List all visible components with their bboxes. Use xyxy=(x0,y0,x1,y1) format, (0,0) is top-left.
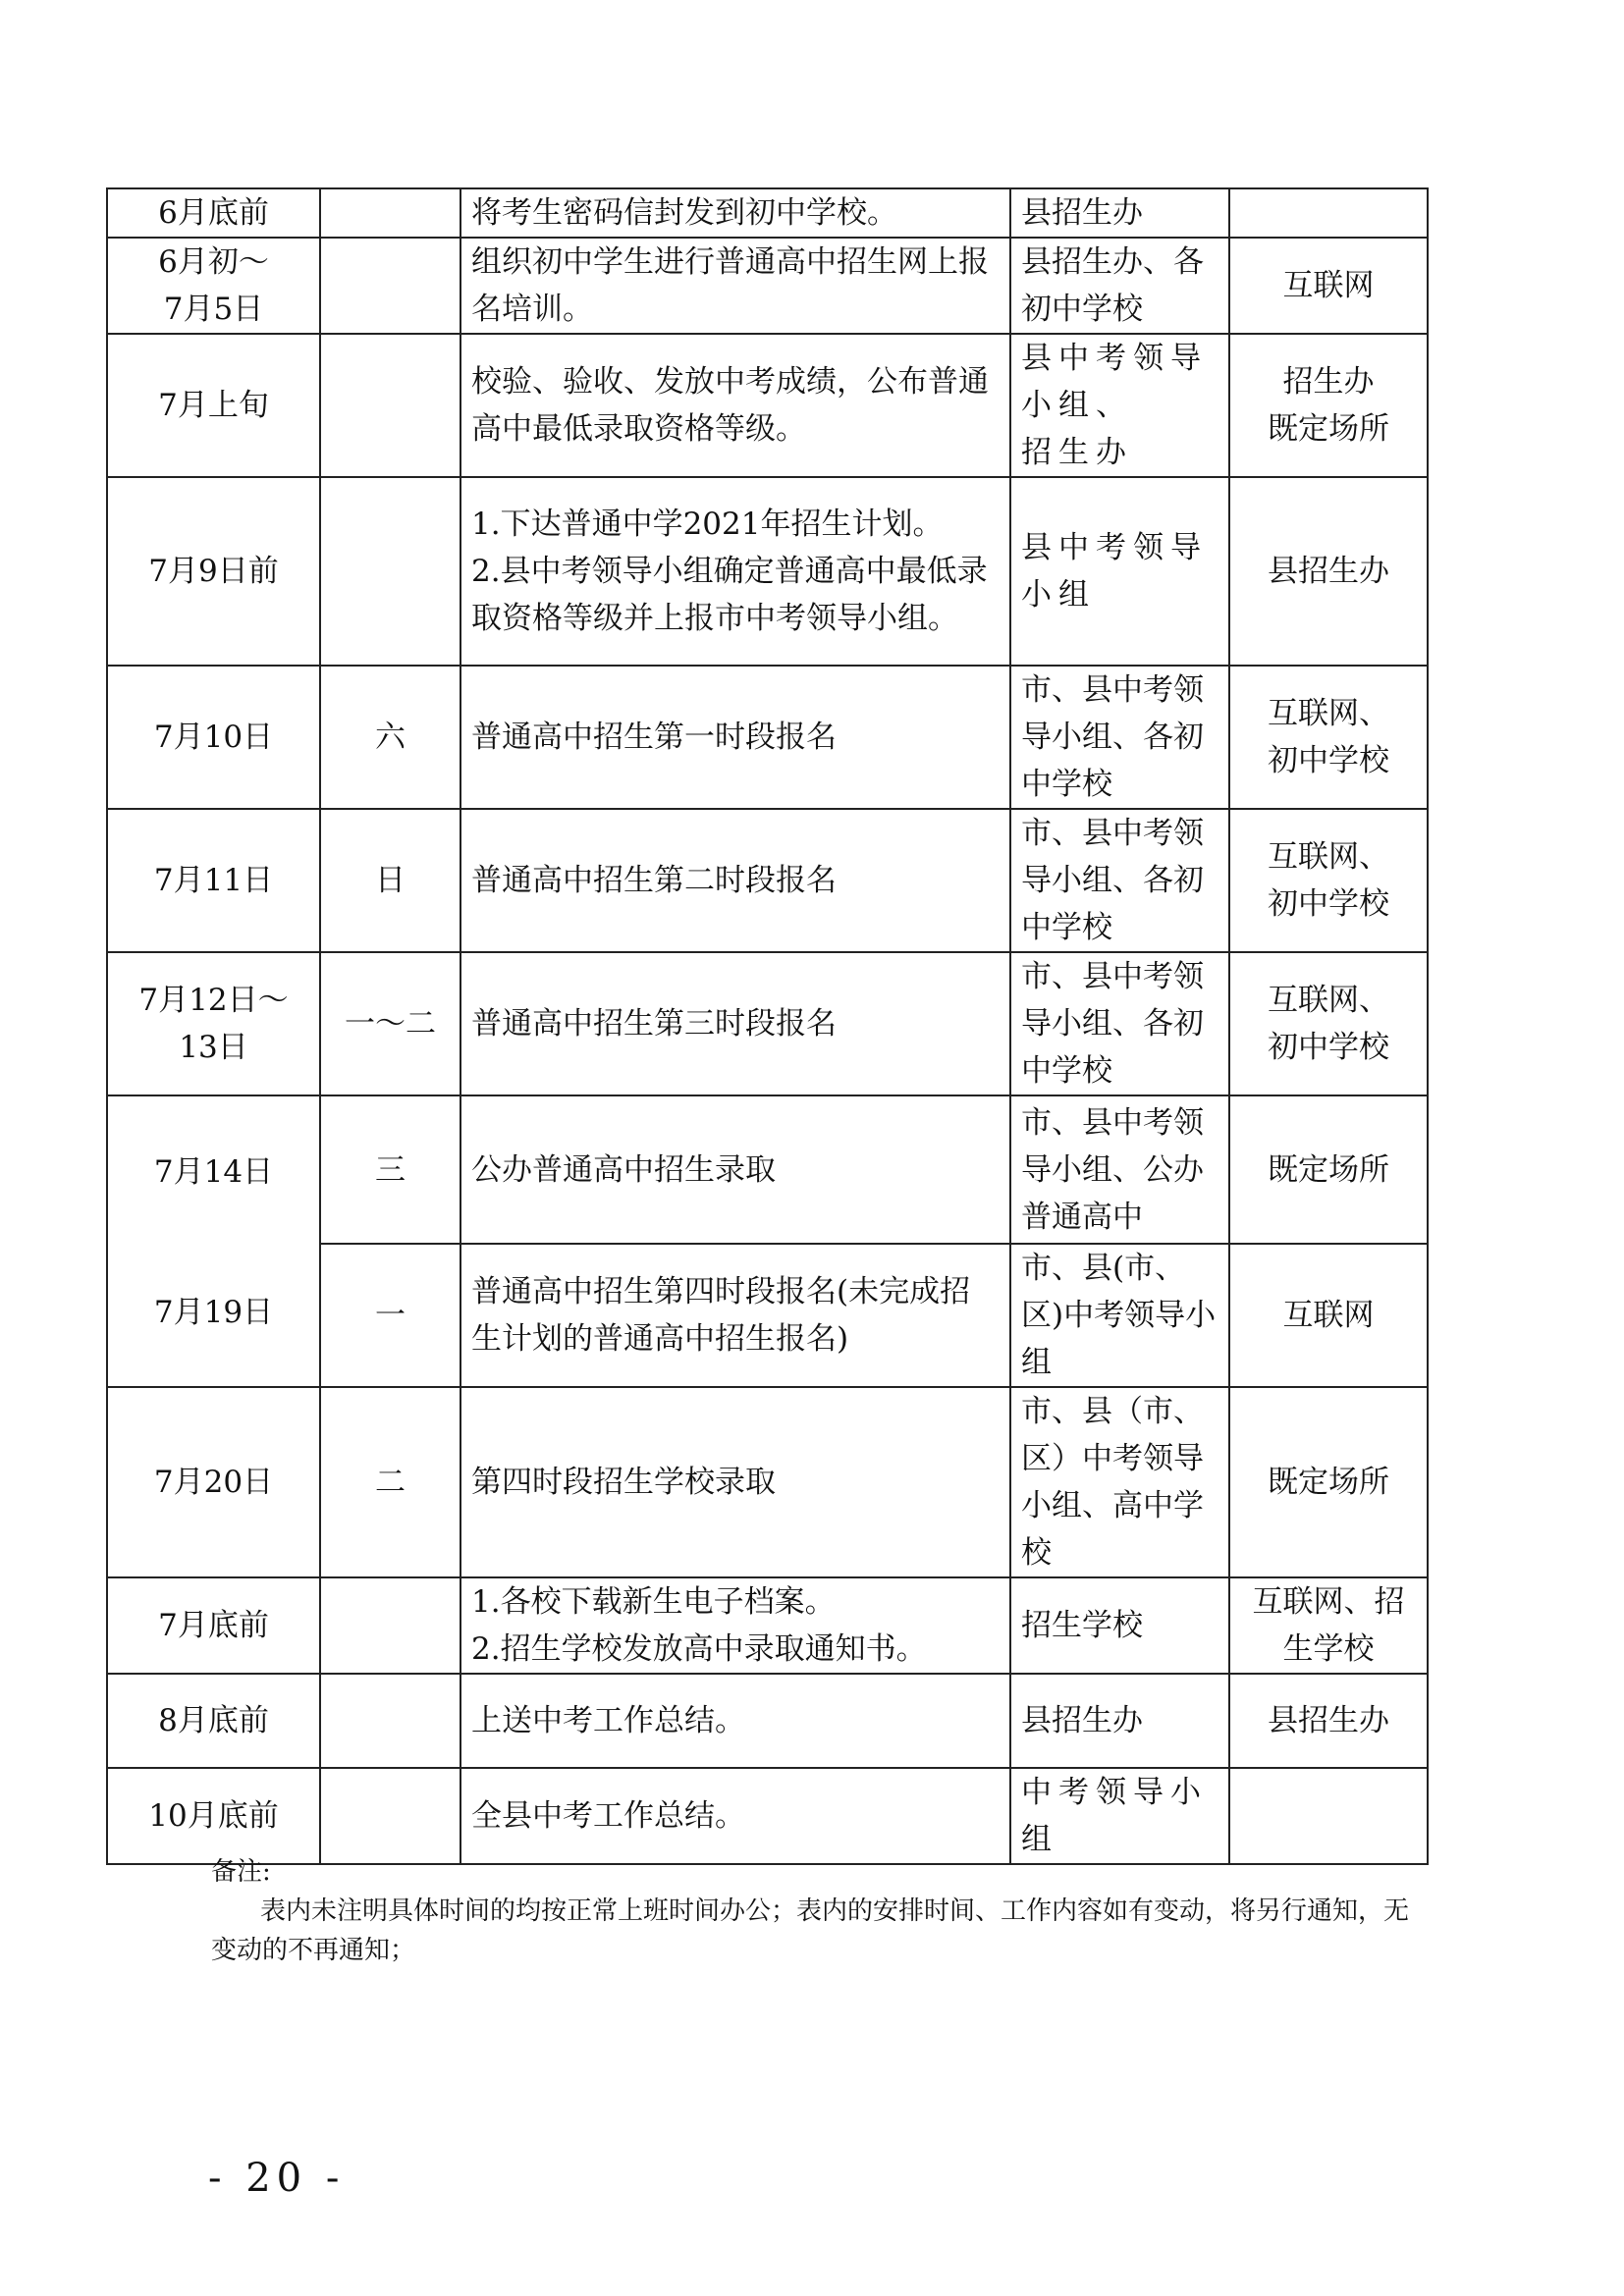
place-cell-text: 初中学校 xyxy=(1268,886,1389,922)
date-cell xyxy=(107,1387,320,1577)
schedule-body xyxy=(107,188,1428,1864)
unit-cell-text: 市、县(市、区)中考领导小组 xyxy=(1021,1251,1217,1380)
content-cell-text: 1.下达普通中学2021年招生计划。 xyxy=(471,507,944,542)
unit-cell-text: 中考领导小组 xyxy=(1021,1775,1208,1857)
place-cell xyxy=(1229,1244,1428,1387)
place-cell-text: 既定场所 xyxy=(1268,1465,1389,1500)
content-cell xyxy=(460,1674,1010,1768)
day-cell xyxy=(320,952,460,1095)
place-cell xyxy=(1229,238,1428,334)
day-cell xyxy=(320,1674,460,1768)
content-cell-text: 2.招生学校发放高中录取通知书。 xyxy=(471,1631,927,1667)
place-cell-text: 县招生办 xyxy=(1268,1703,1389,1738)
date-text: 7月20日 xyxy=(153,1465,274,1500)
content-cell xyxy=(460,1768,1010,1864)
unit-cell xyxy=(1010,238,1229,334)
table-row xyxy=(107,952,1428,1095)
content-cell-text: 组织初中学生进行普通高中招生网上报名培训。 xyxy=(471,244,989,327)
notes-body: 表内未注明具体时间的均按正常上班时间办公；表内的安排时间、工作内容如有变动，将另行通知，无变动的不再通知； xyxy=(211,1896,1410,1965)
day-cell xyxy=(320,1244,460,1387)
unit-cell xyxy=(1010,1674,1229,1768)
table-row xyxy=(107,1387,1428,1577)
place-cell xyxy=(1229,1577,1428,1674)
date-text: 7月10日 xyxy=(153,720,274,755)
unit-cell xyxy=(1010,666,1229,809)
table-row xyxy=(107,666,1428,809)
date-cell xyxy=(107,1768,320,1864)
content-cell-text: 普通高中招生第三时段报名 xyxy=(471,1006,837,1041)
content-cell-text: 1.各校下载新生电子档案。 xyxy=(471,1584,836,1620)
place-cell-text: 既定场所 xyxy=(1268,1151,1389,1188)
date-text: 7月底前 xyxy=(158,1608,269,1643)
date-text: 7月12日～ xyxy=(138,983,289,1018)
notes-label: 备注: xyxy=(211,1857,271,1887)
unit-cell xyxy=(1010,1768,1229,1864)
table-row xyxy=(107,1095,1428,1244)
date-text: 6月底前 xyxy=(158,195,269,231)
place-cell-text: 县招生办 xyxy=(1268,554,1389,589)
content-cell xyxy=(460,1387,1010,1577)
date-text: 7月上旬 xyxy=(158,388,269,423)
place-cell xyxy=(1229,477,1428,666)
place-cell-text: 互联网、招生学校 xyxy=(1252,1584,1405,1667)
table-row xyxy=(107,809,1428,952)
content-cell xyxy=(460,1577,1010,1674)
date-cell xyxy=(107,1095,320,1387)
day-text: 一 xyxy=(375,1298,406,1333)
content-cell xyxy=(460,188,1010,238)
unit-cell-text: 市、县中考领导小组、各初中学校 xyxy=(1021,959,1204,1089)
place-cell xyxy=(1229,188,1428,238)
place-cell-text: 初中学校 xyxy=(1268,1030,1389,1065)
content-cell-text: 第四时段招生学校录取 xyxy=(471,1465,776,1500)
table-row xyxy=(107,238,1428,334)
content-cell xyxy=(460,1095,1010,1244)
day-cell xyxy=(320,1387,460,1577)
table-row xyxy=(107,1768,1428,1864)
content-cell xyxy=(460,666,1010,809)
unit-cell xyxy=(1010,952,1229,1095)
unit-cell-text: 县招生办 xyxy=(1021,195,1143,231)
place-cell-text: 互联网、 xyxy=(1268,983,1389,1018)
day-cell xyxy=(320,238,460,334)
day-cell xyxy=(320,1768,460,1864)
place-cell xyxy=(1229,1674,1428,1768)
day-text: 二 xyxy=(375,1465,406,1500)
unit-cell-text: 市、县中考领导小组、公办普通高中 xyxy=(1021,1104,1204,1235)
unit-cell xyxy=(1010,809,1229,952)
place-cell-text: 互联网 xyxy=(1282,1298,1375,1333)
date-text: 7月19日 xyxy=(153,1295,274,1331)
date-text: 10月底前 xyxy=(148,1798,279,1834)
date-text: 13日 xyxy=(179,1030,248,1065)
unit-cell-text: 县中考领导小组 xyxy=(1021,530,1208,613)
content-cell xyxy=(460,334,1010,477)
place-cell-text: 初中学校 xyxy=(1268,743,1389,778)
table-row xyxy=(107,1577,1428,1674)
date-cell xyxy=(107,334,320,477)
date-text: 7月11日 xyxy=(153,863,274,898)
date-text: 7月5日 xyxy=(163,292,264,327)
content-cell-text: 将考生密码信封发到初中学校。 xyxy=(471,195,897,231)
page-number: - 20 - xyxy=(208,2156,346,2201)
date-cell xyxy=(107,477,320,666)
unit-cell-text: 市、县中考领导小组、各初中学校 xyxy=(1021,816,1204,945)
place-cell-text: 互联网、 xyxy=(1268,839,1389,875)
content-cell xyxy=(460,238,1010,334)
day-cell xyxy=(320,809,460,952)
day-text: 日 xyxy=(375,863,406,898)
content-cell-text: 普通高中招生第一时段报名 xyxy=(471,720,837,755)
date-cell xyxy=(107,666,320,809)
unit-cell-text: 市、县中考领导小组、各初中学校 xyxy=(1021,672,1204,802)
place-cell-text: 互联网 xyxy=(1282,268,1375,303)
unit-cell xyxy=(1010,334,1229,477)
place-cell xyxy=(1229,952,1428,1095)
date-cell xyxy=(107,238,320,334)
date-cell xyxy=(107,1577,320,1674)
place-cell xyxy=(1229,666,1428,809)
date-text: 8月底前 xyxy=(158,1703,269,1738)
content-cell-text: 普通高中招生第二时段报名 xyxy=(471,863,837,898)
unit-cell xyxy=(1010,1095,1229,1244)
table-row xyxy=(107,1674,1428,1768)
place-cell-text: 互联网、 xyxy=(1268,696,1389,731)
place-cell xyxy=(1229,1095,1428,1244)
date-text: 6月初～ xyxy=(158,244,269,280)
content-cell-text: 公办普通高中招生录取 xyxy=(471,1151,776,1188)
date-cell xyxy=(107,952,320,1095)
place-cell-text: 招生办 xyxy=(1282,364,1375,400)
place-cell-text: 既定场所 xyxy=(1268,411,1389,447)
schedule-table xyxy=(106,187,1429,1865)
unit-cell xyxy=(1010,1577,1229,1674)
content-cell xyxy=(460,477,1010,666)
content-cell-text: 普通高中招生第四时段报名(未完成招生计划的普通高中招生报名) xyxy=(471,1274,971,1357)
day-text: 三 xyxy=(375,1151,406,1188)
content-cell-text: 上送中考工作总结。 xyxy=(471,1703,745,1738)
unit-cell xyxy=(1010,477,1229,666)
table-row xyxy=(107,334,1428,477)
content-cell-text: 2.县中考领导小组确定普通高中最低录取资格等级并上报市中考领导小组。 xyxy=(471,554,988,636)
date-cell xyxy=(107,1674,320,1768)
place-cell xyxy=(1229,334,1428,477)
place-cell xyxy=(1229,1387,1428,1577)
content-cell xyxy=(460,952,1010,1095)
date-text: 7月14日 xyxy=(153,1153,274,1190)
unit-cell xyxy=(1010,1387,1229,1577)
unit-cell xyxy=(1010,188,1229,238)
notes xyxy=(211,1852,1429,1970)
day-cell xyxy=(320,334,460,477)
unit-cell-text: 县中考领导小组、 xyxy=(1021,341,1208,423)
date-text: 7月9日前 xyxy=(148,554,279,589)
day-cell xyxy=(320,666,460,809)
table-row xyxy=(107,188,1428,238)
content-cell-text: 全县中考工作总结。 xyxy=(471,1798,745,1834)
day-cell xyxy=(320,1095,460,1244)
place-cell xyxy=(1229,1768,1428,1864)
day-cell xyxy=(320,1577,460,1674)
table-row xyxy=(107,477,1428,666)
date-cell xyxy=(107,809,320,952)
content-cell-text: 校验、验收、发放中考成绩，公布普通高中最低录取资格等级。 xyxy=(471,364,989,447)
content-cell xyxy=(460,1244,1010,1387)
day-cell xyxy=(320,477,460,666)
unit-cell-text: 市、县（市、区）中考领导小组、高中学校 xyxy=(1021,1394,1204,1571)
unit-cell-text: 招生办 xyxy=(1021,435,1133,470)
date-cell xyxy=(107,188,320,238)
place-cell xyxy=(1229,809,1428,952)
unit-cell xyxy=(1010,1244,1229,1387)
unit-cell-text: 县招生办、各初中学校 xyxy=(1021,244,1204,327)
day-text: 一～二 xyxy=(345,1006,436,1041)
content-cell xyxy=(460,809,1010,952)
day-cell xyxy=(320,188,460,238)
unit-cell-text: 招生学校 xyxy=(1021,1608,1143,1643)
day-text: 六 xyxy=(375,720,406,755)
unit-cell-text: 县招生办 xyxy=(1021,1703,1143,1738)
